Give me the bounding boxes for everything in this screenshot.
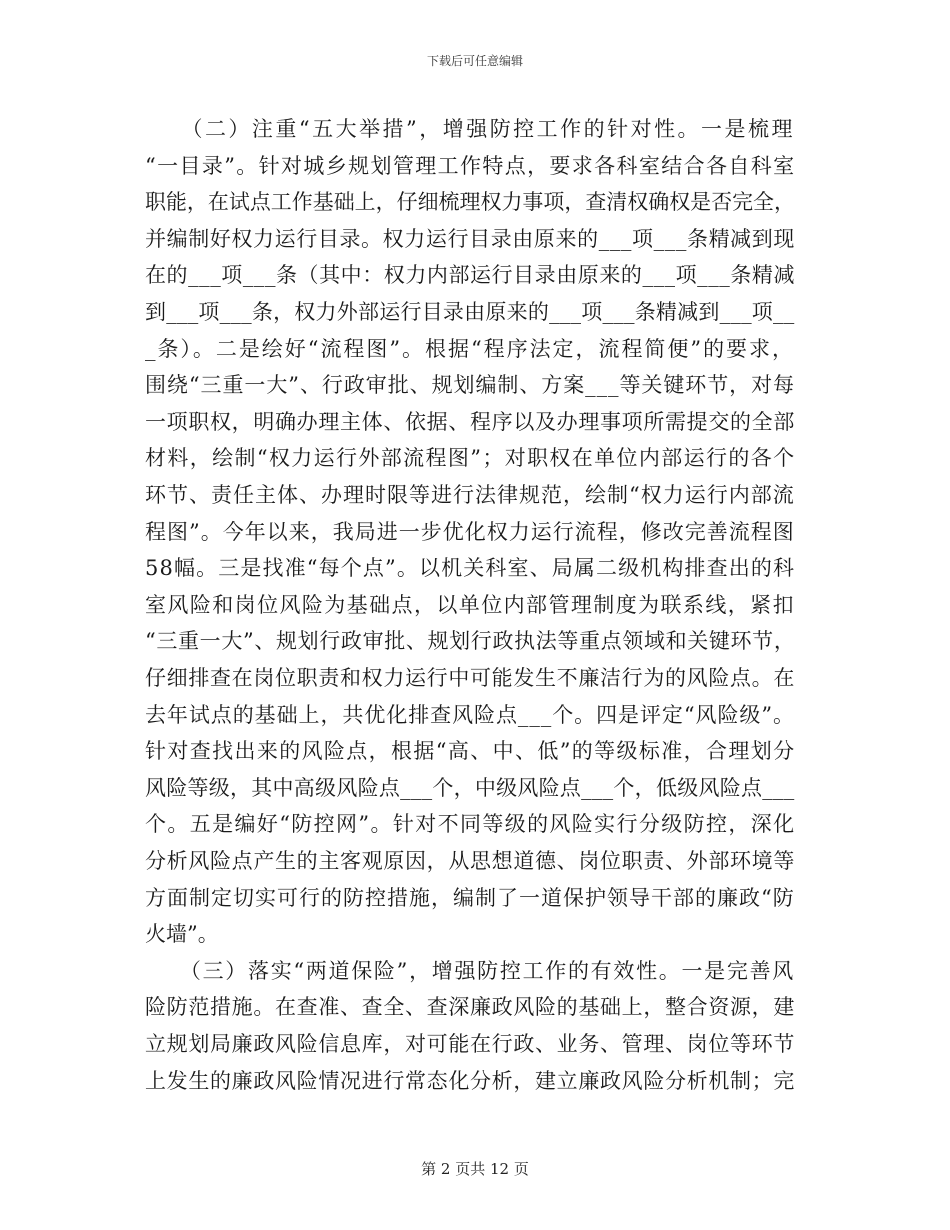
text-line: 风险等级，其中高级风险点___个，中级风险点___个，低级风险点___: [145, 775, 795, 800]
page-header: 下载后可任意编辑: [426, 54, 523, 68]
text-line: 到___项___条，权力外部运行目录由原来的___项___条精减到___项__: [145, 300, 795, 324]
text-line: 分析风险点产生的主客观原因，从思想道德、岗位职责、外部环境等: [145, 849, 795, 873]
text-line: （二）注重“五大举措”，增强防控工作的针对性。一是梳理: [145, 117, 795, 141]
text-line: 一项职权，明确办理主体、依据、程序以及办理事项所需提交的全部: [145, 409, 795, 434]
text-line: 环节、责任主体、办理时限等进行法律规范，绘制“权力运行内部流: [145, 483, 795, 507]
text-line: “一目录”。针对城乡规划管理工作特点，要求各科室结合各自科室: [145, 153, 796, 178]
text-line: 火墙”。: [145, 922, 219, 947]
text-line: 材料，绘制“权力运行外部流程图”；对职权在单位内部运行的各个: [145, 446, 796, 471]
text-line: 险防范措施。在查准、查全、查深廉政风险的基础上，整合资源，建: [145, 995, 795, 1020]
text-line: 立规划局廉政风险信息库，对可能在行政、业务、管理、岗位等环节: [145, 1032, 795, 1056]
text-line: 58幅。三是找准“每个点”。以机关科室、局属二级机构排查出的科: [145, 556, 796, 581]
text-line: 个。五是编好“防控网”。针对不同等级的风险实行分级防控，深化: [145, 812, 796, 837]
text-line: 上发生的廉政风险情况进行常态化分析，建立廉政风险分析机制；完: [145, 1068, 795, 1093]
text-line: 职能，在试点工作基础上，仔细梳理权力事项，查清权确权是否完全，: [145, 190, 795, 215]
text-line: 仔细排查在岗位职责和权力运行中可能发生不廉洁行为的风险点。在: [145, 666, 795, 690]
text-line: 去年试点的基础上，共优化排查风险点___个。四是评定“风险级”。: [145, 702, 795, 727]
text-line: “三重一大”、规划行政审批、规划行政执法等重点领域和关键环节，: [145, 629, 796, 654]
text-line: 围绕“三重一大”、行政审批、规划编制、方案___等关键环节，对每: [145, 373, 795, 398]
text-line: 在的___项___条（其中：权力内部运行目录由原来的___项___条精减: [145, 263, 795, 288]
text-line: 室风险和岗位风险为基础点，以单位内部管理制度为联系线，紧扣: [145, 592, 795, 617]
text-line: 方面制定切实可行的防控措施，编制了一道保护领导干部的廉政“防: [145, 885, 795, 910]
text-line: 针对查找出来的风险点，根据“高、中、低”的等级标准，合理划分: [145, 739, 796, 764]
text-line: 程图”。今年以来，我局进一步优化权力运行流程，修改完善流程图: [145, 519, 795, 544]
text-line: _条）。二是绘好“流程图”。根据“程序法定，流程简便”的要求，: [145, 336, 795, 361]
text-line: （三）落实“两道保险”，增强防控工作的有效性。一是完善风: [145, 958, 795, 983]
page-footer: 第 2 页共 12 页: [421, 1160, 529, 1178]
text-line: 并编制好权力运行目录。权力运行目录由原来的___项___条精减到现: [145, 226, 795, 251]
